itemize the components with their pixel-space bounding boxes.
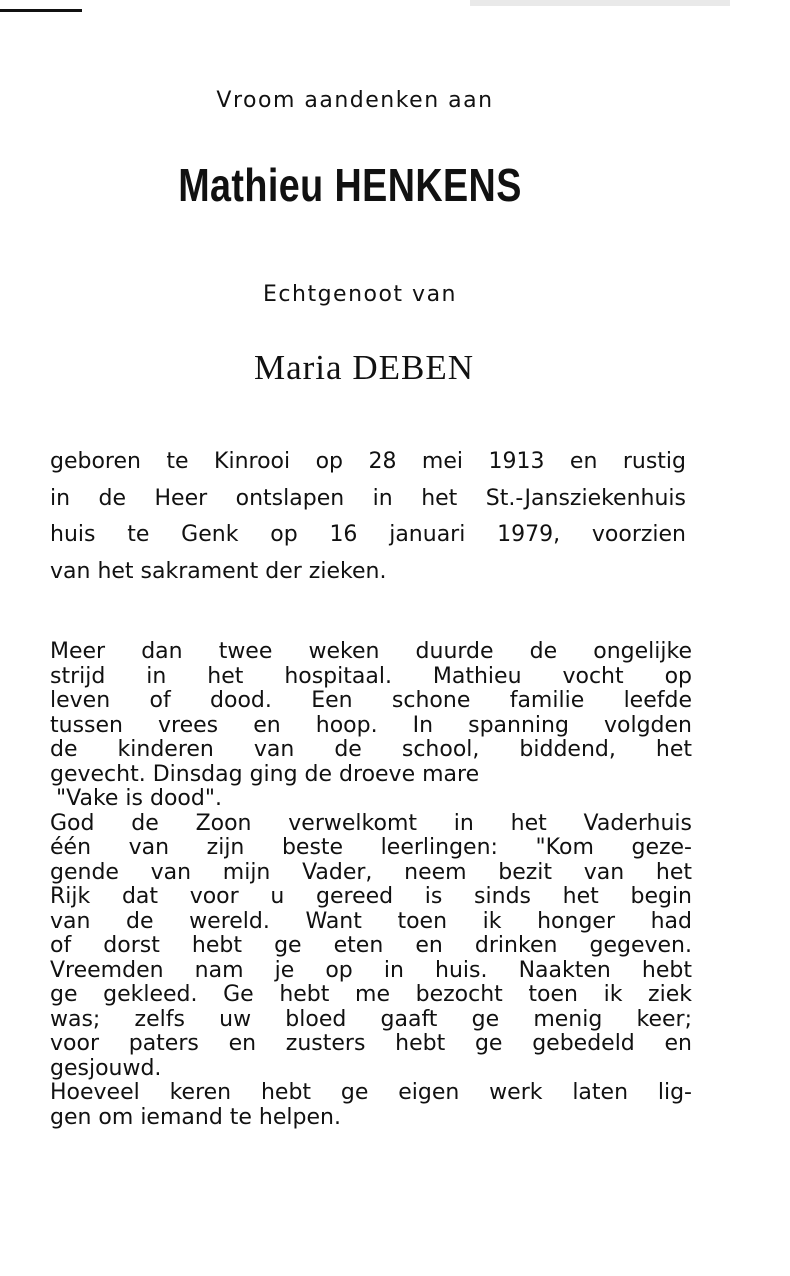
tribute-line: van de wereld. Want toen ik honger had <box>50 908 692 934</box>
tribute-line: Meer dan twee weken duurde de ongelijke <box>50 639 692 664</box>
top-scan-smudge <box>470 0 730 6</box>
spouse-label: Echtgenoot van <box>263 282 457 307</box>
corner-scan-mark <box>0 0 82 12</box>
tribute-line: ge gekleed. Ge hebt me bezocht toen ik ziek <box>50 982 692 1007</box>
tribute-line: Vreemden nam je op in huis. Naakten hebt <box>50 957 692 983</box>
spouse-name: Maria DEBEN <box>254 348 474 387</box>
bio-line: in de Heer ontslapen in het St.-Jansziekenhuis <box>50 485 686 511</box>
tribute-line: gevecht. Dinsdag ging de droeve mare <box>50 761 480 787</box>
tribute-line: "Vake is dood". <box>56 786 222 811</box>
tribute-line: één van zijn beste leerlingen: "Kom geze- <box>50 835 692 860</box>
bio-line: van het sakrament der zieken. <box>50 558 387 584</box>
tribute-line: Rijk dat voor u gereed is sinds het begin <box>50 884 692 909</box>
tribute-line: tussen vrees en hoop. In spanning volgden <box>50 712 692 738</box>
bio-line: geboren te Kinrooi op 28 mei 1913 en rustig <box>50 449 686 474</box>
tribute-line: de kinderen van de school, biddend, het <box>50 737 692 762</box>
tribute-line: leven of dood. Een schone familie leefde <box>50 688 692 713</box>
intro-text: Vroom aandenken aan <box>216 88 494 113</box>
tribute-line: Hoeveel keren hebt ge eigen werk laten lig- <box>50 1080 692 1105</box>
tribute-paragraph <box>50 640 692 1130</box>
tribute-line: gende van mijn Vader, neem bezit van het <box>50 859 692 885</box>
tribute-line: voor paters en zusters hebt ge gebedeld en <box>50 1031 692 1056</box>
tribute-line: gesjouwd. <box>50 1055 162 1081</box>
tribute-line: God de Zoon verwelkomt in het Vaderhuis <box>50 810 692 836</box>
deceased-name: Mathieu HENKENS <box>178 159 522 211</box>
tribute-line: was; zelfs uw bloed gaaft ge menig keer; <box>50 1006 692 1032</box>
tribute-line: gen om iemand te helpen. <box>50 1104 341 1130</box>
bio-line: huis te Genk op 16 januari 1979, voorzien <box>50 522 686 547</box>
biography-paragraph <box>50 444 686 590</box>
tribute-line: of dorst hebt ge eten en drinken gegeven. <box>50 933 692 958</box>
tribute-line: strijd in het hospitaal. Mathieu vocht op <box>50 663 692 689</box>
